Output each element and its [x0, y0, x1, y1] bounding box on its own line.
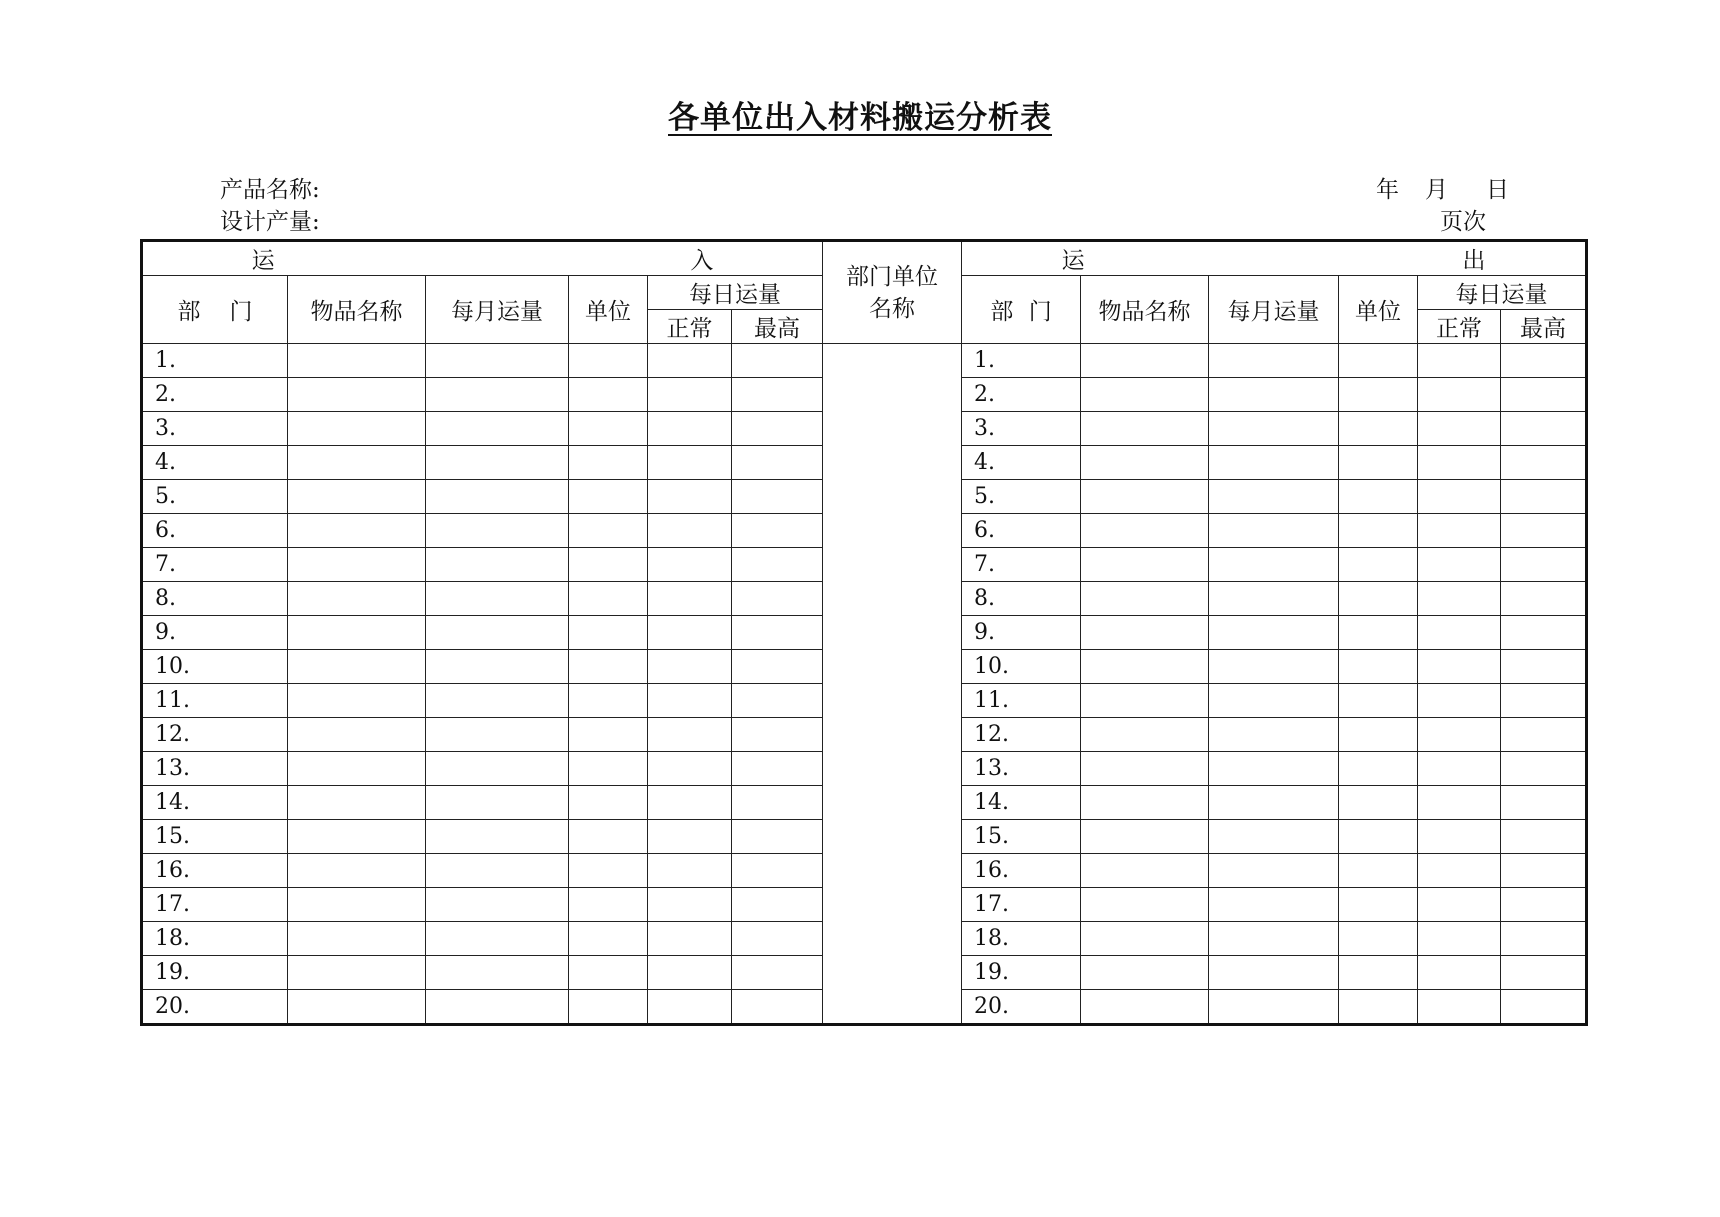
outbound-blank-cell[interactable]: [1339, 718, 1418, 752]
outbound-blank-cell[interactable]: [1081, 956, 1209, 990]
outbound-row-number: 15.: [962, 820, 1081, 854]
inbound-blank-cell[interactable]: [732, 922, 823, 956]
outbound-row-number: 4.: [962, 446, 1081, 480]
outbound-max-header: 最高: [1501, 310, 1587, 344]
inbound-blank-cell[interactable]: [288, 650, 426, 684]
inbound-blank-cell[interactable]: [732, 684, 823, 718]
outbound-blank-cell[interactable]: [1209, 480, 1339, 514]
inbound-row-number: 20.: [142, 990, 288, 1025]
outbound-blank-cell[interactable]: [1209, 514, 1339, 548]
outbound-blank-cell[interactable]: [1081, 514, 1209, 548]
outbound-blank-cell[interactable]: [1501, 684, 1587, 718]
inbound-blank-cell[interactable]: [288, 786, 426, 820]
outbound-blank-cell[interactable]: [1339, 684, 1418, 718]
inbound-blank-cell[interactable]: [426, 344, 569, 378]
month-label: 月: [1425, 177, 1448, 203]
outbound-blank-cell[interactable]: [1501, 922, 1587, 956]
outbound-unit-header: 单位: [1339, 276, 1418, 344]
year-label: 年: [1376, 177, 1399, 203]
outbound-blank-cell[interactable]: [1501, 752, 1587, 786]
inbound-row-number: 3.: [142, 412, 288, 446]
inbound-blank-cell[interactable]: [426, 752, 569, 786]
outbound-blank-cell[interactable]: [1081, 412, 1209, 446]
outbound-blank-cell[interactable]: [1418, 990, 1501, 1025]
department-unit-name-cell[interactable]: [823, 344, 962, 1025]
outbound-blank-cell[interactable]: [1501, 412, 1587, 446]
outbound-blank-cell[interactable]: [1418, 378, 1501, 412]
inbound-row-number: 12.: [142, 718, 288, 752]
outbound-row-number: 18.: [962, 922, 1081, 956]
inbound-blank-cell[interactable]: [288, 582, 426, 616]
inbound-blank-cell[interactable]: [569, 616, 648, 650]
inbound-header: [142, 241, 823, 276]
outbound-blank-cell[interactable]: [1418, 582, 1501, 616]
outbound-blank-cell[interactable]: [1081, 718, 1209, 752]
day-label: 日: [1486, 177, 1509, 203]
outbound-blank-cell[interactable]: [1209, 718, 1339, 752]
inbound-blank-cell[interactable]: [569, 548, 648, 582]
outbound-blank-cell[interactable]: [1418, 718, 1501, 752]
inbound-blank-cell[interactable]: [288, 378, 426, 412]
inbound-blank-cell[interactable]: [288, 514, 426, 548]
outbound-blank-cell[interactable]: [1339, 786, 1418, 820]
inbound-blank-cell[interactable]: [732, 718, 823, 752]
inbound-blank-cell[interactable]: [426, 922, 569, 956]
inbound-blank-cell[interactable]: [648, 378, 732, 412]
inbound-daily-volume-header: 每日运量: [648, 276, 823, 310]
inbound-blank-cell[interactable]: [569, 514, 648, 548]
inbound-blank-cell[interactable]: [288, 752, 426, 786]
outbound-dept-header-right: 门: [1028, 299, 1052, 325]
outbound-row-number: 20.: [962, 990, 1081, 1025]
inbound-blank-cell[interactable]: [648, 582, 732, 616]
department-unit-name-header: [823, 241, 962, 344]
outbound-blank-cell[interactable]: [1418, 412, 1501, 446]
inbound-blank-cell[interactable]: [569, 820, 648, 854]
outbound-blank-cell[interactable]: [1339, 854, 1418, 888]
inbound-row-number: 18.: [142, 922, 288, 956]
inbound-blank-cell[interactable]: [288, 718, 426, 752]
inbound-row-number: 9.: [142, 616, 288, 650]
outbound-dept-header-left: 部: [990, 299, 1014, 325]
inbound-blank-cell[interactable]: [569, 854, 648, 888]
outbound-blank-cell[interactable]: [1501, 548, 1587, 582]
inbound-blank-cell[interactable]: [732, 752, 823, 786]
outbound-blank-cell[interactable]: [1209, 582, 1339, 616]
outbound-daily-volume-header: 每日运量: [1418, 276, 1587, 310]
outbound-blank-cell[interactable]: [1081, 344, 1209, 378]
inbound-blank-cell[interactable]: [648, 888, 732, 922]
inbound-row-number: 1.: [142, 344, 288, 378]
outbound-blank-cell[interactable]: [1209, 990, 1339, 1025]
inbound-blank-cell[interactable]: [648, 752, 732, 786]
outbound-row-number: 8.: [962, 582, 1081, 616]
inbound-row-number: 4.: [142, 446, 288, 480]
inbound-row-number: 6.: [142, 514, 288, 548]
outbound-row-number: 11.: [962, 684, 1081, 718]
outbound-blank-cell[interactable]: [1339, 956, 1418, 990]
inbound-blank-cell[interactable]: [426, 548, 569, 582]
inbound-blank-cell[interactable]: [648, 548, 732, 582]
inbound-max-header: 最高: [732, 310, 823, 344]
outbound-row-number: 17.: [962, 888, 1081, 922]
outbound-blank-cell[interactable]: [1081, 582, 1209, 616]
outbound-header-right: 出: [1462, 248, 1486, 274]
outbound-blank-cell[interactable]: [1339, 650, 1418, 684]
outbound-blank-cell[interactable]: [1501, 650, 1587, 684]
inbound-blank-cell[interactable]: [569, 378, 648, 412]
outbound-blank-cell[interactable]: [1081, 786, 1209, 820]
page-number-label: 页次: [1440, 209, 1486, 235]
inbound-row-number: 8.: [142, 582, 288, 616]
outbound-row-number: 2.: [962, 378, 1081, 412]
outbound-blank-cell[interactable]: [1501, 616, 1587, 650]
inbound-blank-cell[interactable]: [426, 820, 569, 854]
inbound-blank-cell[interactable]: [426, 956, 569, 990]
inbound-dept-header-left: 部: [177, 299, 201, 325]
inbound-blank-cell[interactable]: [569, 888, 648, 922]
outbound-blank-cell[interactable]: [1209, 922, 1339, 956]
outbound-blank-cell[interactable]: [1209, 888, 1339, 922]
outbound-blank-cell[interactable]: [1339, 990, 1418, 1025]
inbound-row-number: 19.: [142, 956, 288, 990]
inbound-blank-cell[interactable]: [569, 718, 648, 752]
outbound-dept-header: [962, 276, 1081, 344]
outbound-blank-cell[interactable]: [1081, 922, 1209, 956]
inbound-blank-cell[interactable]: [569, 446, 648, 480]
outbound-item-name-header: 物品名称: [1081, 276, 1209, 344]
inbound-blank-cell[interactable]: [288, 344, 426, 378]
inbound-blank-cell[interactable]: [732, 956, 823, 990]
outbound-blank-cell[interactable]: [1339, 446, 1418, 480]
outbound-blank-cell[interactable]: [1418, 344, 1501, 378]
outbound-blank-cell[interactable]: [1209, 752, 1339, 786]
inbound-blank-cell[interactable]: [569, 990, 648, 1025]
outbound-blank-cell[interactable]: [1339, 752, 1418, 786]
inbound-item-name-header: 物品名称: [288, 276, 426, 344]
outbound-row-number: 12.: [962, 718, 1081, 752]
outbound-blank-cell[interactable]: [1209, 412, 1339, 446]
inbound-blank-cell[interactable]: [569, 752, 648, 786]
inbound-blank-cell[interactable]: [426, 446, 569, 480]
inbound-row-number: 13.: [142, 752, 288, 786]
inbound-blank-cell[interactable]: [426, 582, 569, 616]
outbound-blank-cell[interactable]: [1418, 616, 1501, 650]
inbound-row-number: 16.: [142, 854, 288, 888]
outbound-blank-cell[interactable]: [1081, 378, 1209, 412]
outbound-blank-cell[interactable]: [1501, 582, 1587, 616]
inbound-unit-header: 单位: [569, 276, 648, 344]
inbound-blank-cell[interactable]: [648, 480, 732, 514]
inbound-blank-cell[interactable]: [426, 480, 569, 514]
inbound-blank-cell[interactable]: [426, 786, 569, 820]
outbound-blank-cell[interactable]: [1418, 548, 1501, 582]
inbound-row-number: 14.: [142, 786, 288, 820]
inbound-blank-cell[interactable]: [569, 412, 648, 446]
outbound-blank-cell[interactable]: [1081, 854, 1209, 888]
outbound-blank-cell[interactable]: [1501, 820, 1587, 854]
inbound-blank-cell[interactable]: [426, 378, 569, 412]
outbound-blank-cell[interactable]: [1339, 378, 1418, 412]
inbound-blank-cell[interactable]: [288, 888, 426, 922]
inbound-header-left: 运: [251, 248, 275, 274]
inbound-dept-header: [142, 276, 288, 344]
inbound-blank-cell[interactable]: [288, 548, 426, 582]
inbound-blank-cell[interactable]: [426, 616, 569, 650]
inbound-blank-cell[interactable]: [426, 990, 569, 1025]
outbound-blank-cell[interactable]: [1418, 922, 1501, 956]
inbound-row-number: 5.: [142, 480, 288, 514]
inbound-blank-cell[interactable]: [732, 616, 823, 650]
outbound-blank-cell[interactable]: [1501, 378, 1587, 412]
inbound-blank-cell[interactable]: [288, 820, 426, 854]
inbound-blank-cell[interactable]: [288, 412, 426, 446]
outbound-blank-cell[interactable]: [1081, 616, 1209, 650]
outbound-blank-cell[interactable]: [1209, 684, 1339, 718]
outbound-header: [962, 241, 1587, 276]
inbound-blank-cell[interactable]: [648, 990, 732, 1025]
outbound-blank-cell[interactable]: [1501, 514, 1587, 548]
outbound-blank-cell[interactable]: [1081, 684, 1209, 718]
inbound-blank-cell[interactable]: [426, 650, 569, 684]
inbound-blank-cell[interactable]: [648, 718, 732, 752]
inbound-blank-cell[interactable]: [426, 854, 569, 888]
outbound-row-number: 7.: [962, 548, 1081, 582]
inbound-blank-cell[interactable]: [426, 412, 569, 446]
inbound-blank-cell[interactable]: [288, 684, 426, 718]
inbound-row-number: 7.: [142, 548, 288, 582]
inbound-blank-cell[interactable]: [648, 344, 732, 378]
outbound-row-number: 13.: [962, 752, 1081, 786]
outbound-blank-cell[interactable]: [1418, 684, 1501, 718]
material-transport-table: [140, 239, 1588, 1026]
inbound-blank-cell[interactable]: [732, 786, 823, 820]
inbound-blank-cell[interactable]: [288, 616, 426, 650]
outbound-blank-cell[interactable]: [1081, 820, 1209, 854]
outbound-blank-cell[interactable]: [1418, 786, 1501, 820]
inbound-row-number: 10.: [142, 650, 288, 684]
outbound-blank-cell[interactable]: [1418, 650, 1501, 684]
inbound-blank-cell[interactable]: [648, 922, 732, 956]
inbound-row-number: 17.: [142, 888, 288, 922]
inbound-blank-cell[interactable]: [732, 446, 823, 480]
outbound-blank-cell[interactable]: [1081, 990, 1209, 1025]
outbound-blank-cell[interactable]: [1209, 548, 1339, 582]
outbound-blank-cell[interactable]: [1501, 956, 1587, 990]
inbound-blank-cell[interactable]: [426, 684, 569, 718]
outbound-blank-cell[interactable]: [1501, 344, 1587, 378]
outbound-blank-cell[interactable]: [1418, 956, 1501, 990]
outbound-row-number: 14.: [962, 786, 1081, 820]
inbound-blank-cell[interactable]: [426, 514, 569, 548]
department-unit-header-line1: 部门单位: [846, 263, 938, 290]
outbound-row-number: 3.: [962, 412, 1081, 446]
outbound-blank-cell[interactable]: [1339, 820, 1418, 854]
inbound-blank-cell[interactable]: [648, 956, 732, 990]
outbound-blank-cell[interactable]: [1081, 480, 1209, 514]
inbound-blank-cell[interactable]: [648, 684, 732, 718]
form-title: [0, 92, 1720, 137]
inbound-blank-cell[interactable]: [426, 888, 569, 922]
outbound-blank-cell[interactable]: [1209, 956, 1339, 990]
outbound-blank-cell[interactable]: [1209, 820, 1339, 854]
outbound-blank-cell[interactable]: [1209, 650, 1339, 684]
inbound-row-number: 15.: [142, 820, 288, 854]
outbound-blank-cell[interactable]: [1081, 752, 1209, 786]
outbound-blank-cell[interactable]: [1418, 514, 1501, 548]
inbound-blank-cell[interactable]: [288, 446, 426, 480]
inbound-blank-cell[interactable]: [732, 582, 823, 616]
outbound-blank-cell[interactable]: [1339, 616, 1418, 650]
date-field: [1376, 176, 1509, 204]
inbound-blank-cell[interactable]: [732, 412, 823, 446]
outbound-blank-cell[interactable]: [1418, 854, 1501, 888]
inbound-blank-cell[interactable]: [569, 684, 648, 718]
outbound-row-number: 10.: [962, 650, 1081, 684]
outbound-blank-cell[interactable]: [1339, 344, 1418, 378]
inbound-blank-cell[interactable]: [732, 548, 823, 582]
inbound-blank-cell[interactable]: [648, 854, 732, 888]
outbound-blank-cell[interactable]: [1339, 888, 1418, 922]
outbound-normal-header: 正常: [1418, 310, 1501, 344]
inbound-blank-cell[interactable]: [569, 344, 648, 378]
inbound-header-right: 入: [690, 248, 714, 274]
inbound-blank-cell[interactable]: [288, 990, 426, 1025]
outbound-blank-cell[interactable]: [1339, 582, 1418, 616]
outbound-blank-cell[interactable]: [1209, 378, 1339, 412]
outbound-blank-cell[interactable]: [1418, 752, 1501, 786]
inbound-row-number: 11.: [142, 684, 288, 718]
outbound-blank-cell[interactable]: [1418, 888, 1501, 922]
outbound-blank-cell[interactable]: [1501, 990, 1587, 1025]
inbound-blank-cell[interactable]: [288, 956, 426, 990]
inbound-blank-cell[interactable]: [569, 786, 648, 820]
outbound-blank-cell[interactable]: [1501, 786, 1587, 820]
inbound-blank-cell[interactable]: [732, 344, 823, 378]
department-unit-header-line2: 名称: [869, 295, 915, 322]
outbound-blank-cell[interactable]: [1339, 480, 1418, 514]
outbound-blank-cell[interactable]: [1501, 854, 1587, 888]
inbound-blank-cell[interactable]: [569, 582, 648, 616]
outbound-blank-cell[interactable]: [1209, 446, 1339, 480]
outbound-row-number: 1.: [962, 344, 1081, 378]
outbound-row-number: 6.: [962, 514, 1081, 548]
inbound-blank-cell[interactable]: [732, 888, 823, 922]
outbound-blank-cell[interactable]: [1418, 820, 1501, 854]
outbound-blank-cell[interactable]: [1501, 446, 1587, 480]
inbound-row-number: 2.: [142, 378, 288, 412]
inbound-blank-cell[interactable]: [569, 650, 648, 684]
outbound-blank-cell[interactable]: [1209, 854, 1339, 888]
outbound-blank-cell[interactable]: [1081, 446, 1209, 480]
inbound-blank-cell[interactable]: [732, 514, 823, 548]
inbound-blank-cell[interactable]: [426, 718, 569, 752]
inbound-blank-cell[interactable]: [648, 412, 732, 446]
product-name-label: 产品名称:: [220, 177, 320, 203]
outbound-blank-cell[interactable]: [1339, 548, 1418, 582]
inbound-blank-cell[interactable]: [648, 446, 732, 480]
inbound-blank-cell[interactable]: [648, 820, 732, 854]
outbound-row-number: 5.: [962, 480, 1081, 514]
inbound-blank-cell[interactable]: [732, 480, 823, 514]
outbound-monthly-volume-header: 每月运量: [1209, 276, 1339, 344]
outbound-blank-cell[interactable]: [1418, 480, 1501, 514]
outbound-blank-cell[interactable]: [1209, 786, 1339, 820]
inbound-monthly-volume-header: 每月运量: [426, 276, 569, 344]
outbound-blank-cell[interactable]: [1209, 616, 1339, 650]
outbound-blank-cell[interactable]: [1339, 922, 1418, 956]
outbound-blank-cell[interactable]: [1339, 412, 1418, 446]
inbound-blank-cell[interactable]: [648, 514, 732, 548]
design-output-label: 设计产量:: [220, 209, 320, 235]
outbound-blank-cell[interactable]: [1339, 514, 1418, 548]
inbound-blank-cell[interactable]: [732, 854, 823, 888]
inbound-blank-cell[interactable]: [732, 650, 823, 684]
inbound-blank-cell[interactable]: [732, 990, 823, 1025]
inbound-blank-cell[interactable]: [648, 786, 732, 820]
outbound-blank-cell[interactable]: [1209, 344, 1339, 378]
inbound-blank-cell[interactable]: [732, 820, 823, 854]
inbound-dept-header-right: 门: [229, 299, 253, 325]
inbound-blank-cell[interactable]: [569, 922, 648, 956]
inbound-blank-cell[interactable]: [569, 956, 648, 990]
inbound-blank-cell[interactable]: [569, 480, 648, 514]
inbound-blank-cell[interactable]: [648, 616, 732, 650]
outbound-blank-cell[interactable]: [1418, 446, 1501, 480]
outbound-row-number: 16.: [962, 854, 1081, 888]
outbound-blank-cell[interactable]: [1501, 480, 1587, 514]
inbound-blank-cell[interactable]: [288, 922, 426, 956]
form-title-text: 各单位出入材料搬运分析表: [668, 100, 1052, 136]
outbound-row-number: 9.: [962, 616, 1081, 650]
inbound-normal-header: 正常: [648, 310, 732, 344]
outbound-blank-cell[interactable]: [1081, 888, 1209, 922]
outbound-blank-cell[interactable]: [1081, 548, 1209, 582]
outbound-blank-cell[interactable]: [1501, 718, 1587, 752]
inbound-blank-cell[interactable]: [288, 854, 426, 888]
inbound-blank-cell[interactable]: [648, 650, 732, 684]
outbound-blank-cell[interactable]: [1501, 888, 1587, 922]
outbound-header-left: 运: [1061, 248, 1085, 274]
inbound-blank-cell[interactable]: [288, 480, 426, 514]
table-row: [142, 344, 1587, 378]
inbound-blank-cell[interactable]: [732, 378, 823, 412]
outbound-blank-cell[interactable]: [1081, 650, 1209, 684]
outbound-row-number: 19.: [962, 956, 1081, 990]
